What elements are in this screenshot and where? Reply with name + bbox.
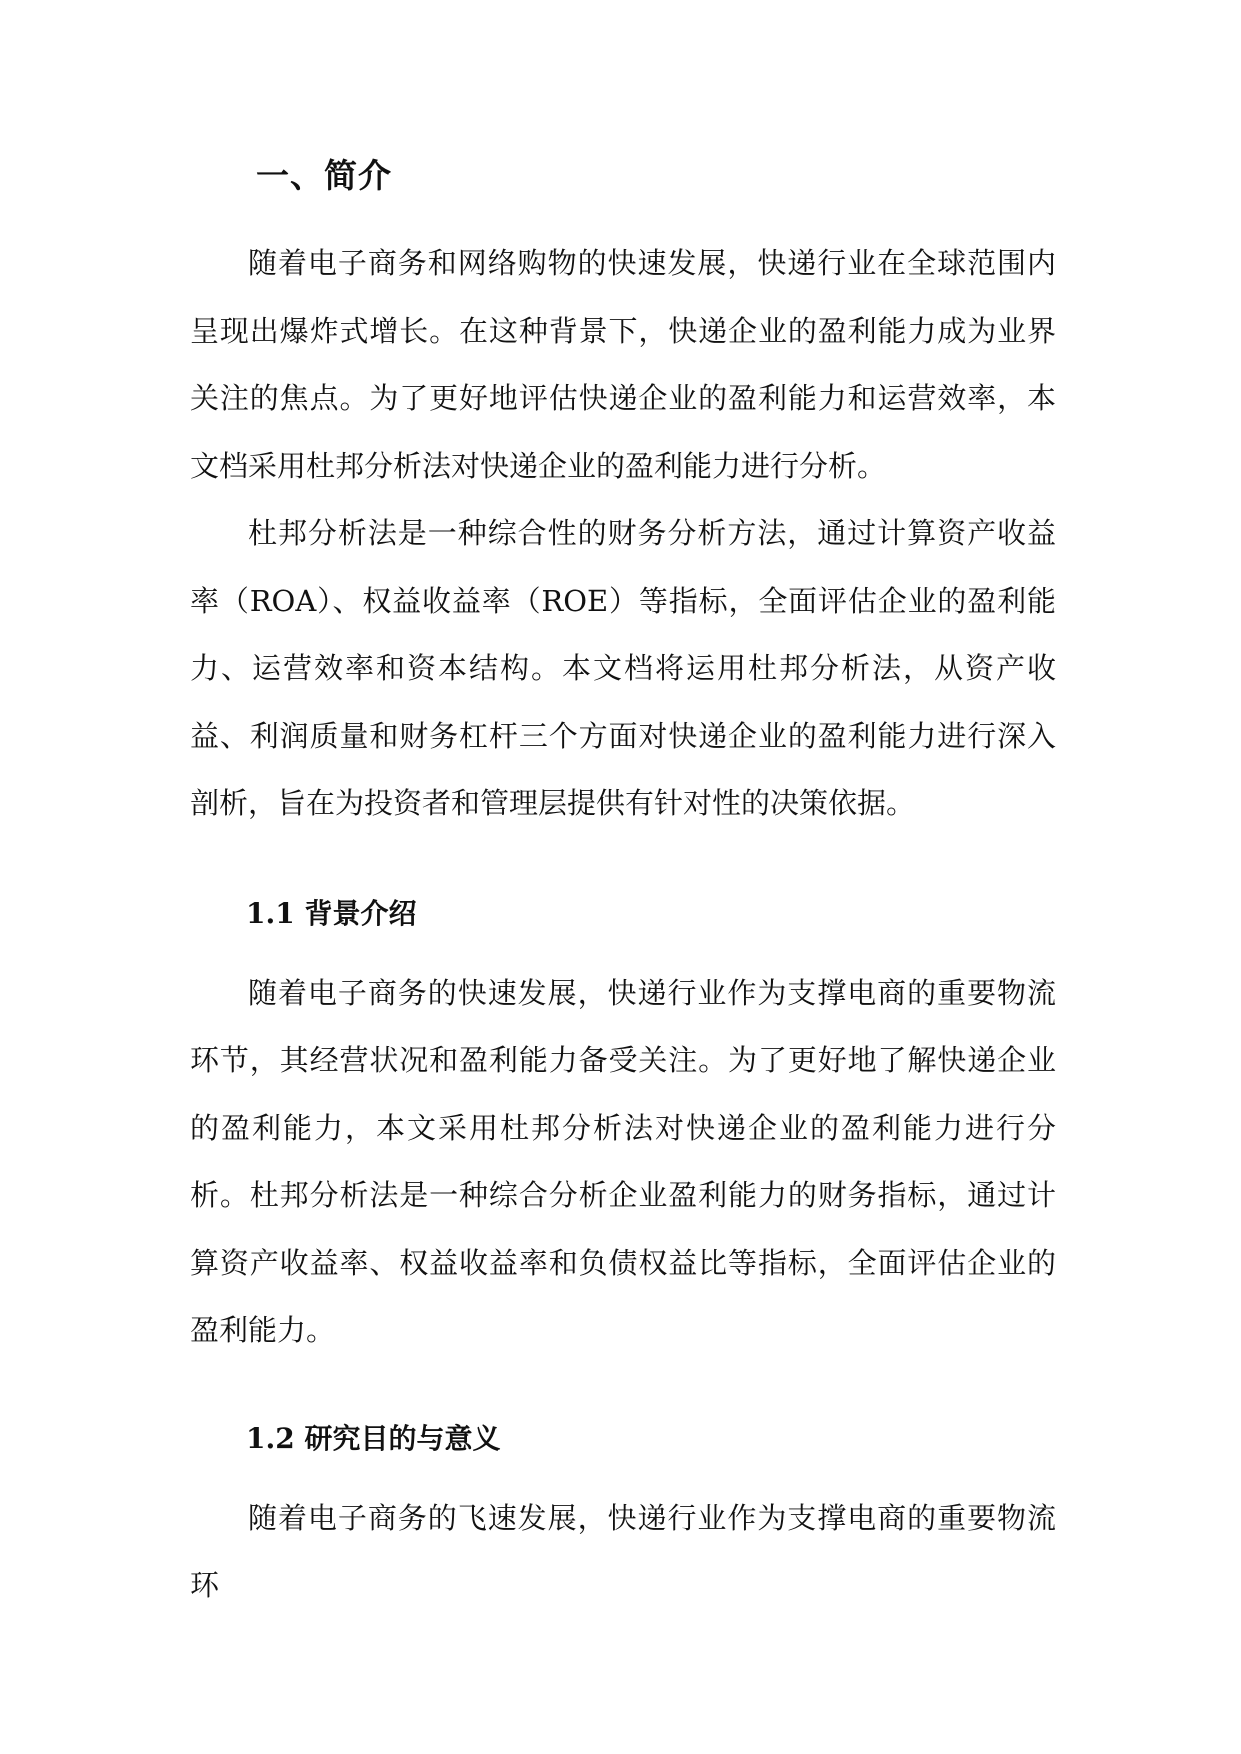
section-heading-intro: 一、简介	[256, 156, 392, 195]
document-body	[190, 148, 1056, 1620]
subsection-heading-purpose: 1.2 研究目的与意义	[246, 1421, 501, 1455]
intro-paragraph-1: 随着电子商务和网络购物的快速发展，快递行业在全球范围内呈现出爆炸式增长。在这种背景下，快递企业的盈利能力成为业界关注的焦点。为了更好地评估快递企业的盈利能力和运营效率，本文档采用杜邦分析法对快递企业的盈利能力进行分析。	[190, 246, 1056, 483]
background-paragraph: 随着电子商务的快速发展，快递行业作为支撑电商的重要物流环节，其经营状况和盈利能力备受关注。为了更好地了解快递企业的盈利能力，本文采用杜邦分析法对快递企业的盈利能力进行分析。杜邦分析法是一种综合分析企业盈利能力的财务指标，通过计算资产收益率、权益收益率和负债权益比等指标，全面评估企业的盈利能力。	[190, 975, 1056, 1347]
purpose-paragraph: 随着电子商务的飞速发展，快递行业作为支撑电商的重要物流环	[190, 1500, 1056, 1602]
intro-paragraph-2: 杜邦分析法是一种综合性的财务分析方法，通过计算资产收益率（ROA）、权益收益率（ROE）等指标，全面评估企业的盈利能力、运营效率和资本结构。本文档将运用杜邦分析法，从资产收益、利润质量和财务杠杆三个方面对快递企业的盈利能力进行深入剖析，旨在为投资者和管理层提供有针对性的决策依据。	[190, 516, 1056, 820]
subsection-heading-background: 1.1 背景介绍	[246, 896, 417, 930]
